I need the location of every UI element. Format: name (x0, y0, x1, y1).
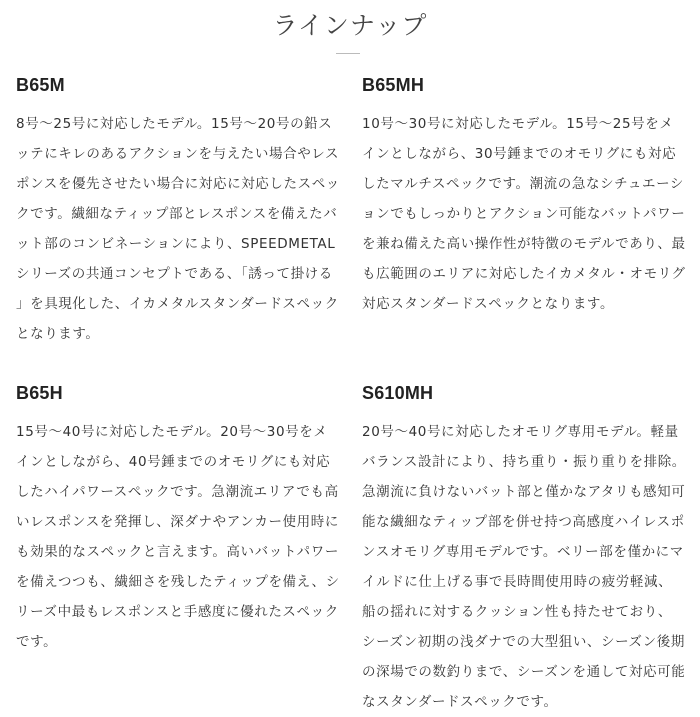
model-description: 8号～25号に対応したモデル。15号～20号の鉛スッテにキレのあるアクションを与えたい場合やレスポンスを優先させたい場合に対応に対応したスペックです。繊細なティップ部とレスポンスを備えたバット部のコンビネーションにより、SPEEDMETALシリーズの共通コンセプトである、「誘って掛ける」を具現化した、イカメタルスタンダードスペックとなります。 (16, 116, 340, 342)
model-description: 15号～40号に対応したモデル。20号～30号をメインとしながら、40号錘までのオモリグにも対応したハイパワースペックです。急潮流エリアでも高いレスポンスを発揮し、深ダナやアンカー使用時にも効果的なスペックと言えます。高いバットパワーを備えつつも、繊細さを残したティップを備え、シリーズ中最もレスポンスと手感度に優れたスペックです。 (16, 424, 340, 650)
title-divider (336, 53, 360, 54)
page-title: ラインナップ (272, 11, 428, 40)
model-name: B65H (16, 383, 63, 403)
model-name: B65MH (362, 75, 425, 95)
model-name: S610MH (362, 383, 434, 403)
lineup-card-s610mh (362, 381, 686, 717)
lineup-card-b65m (16, 73, 340, 349)
model-description: 20号～40号に対応したオモリグ専用モデル。軽量バランス設計により、持ち重り・振り重りを排除。急潮流に負けないバット部と僅かなアタリも感知可能な繊細なティップ部を併せ持つ高感度ハイレスポンスオモリグ専用モデルです。ベリー部を僅かにマイルドに仕上げる事で長時間使用時の疲労軽減、船の揺れに対するクッション性も持たせており、シーズン初期の浅ダナでの大型狙い、シーズン後期の深場での数釣りまで、シーズンを通して対応可能なスタンダードスペックです。 (362, 424, 686, 710)
lineup-card-b65h (16, 381, 340, 657)
model-description: 10号～30号に対応したモデル。15号～25号をメインとしながら、30号錘までのオモリグにも対応したマルチスペックです。潮流の急なシチュエーションでもしっかりとアクション可能なバットパワーを兼ね備えた高い操作性が特徴のモデルであり、最も広範囲のエリアに対応したイカメタル・オモリグ対応スタンダードスペックとなります。 (362, 116, 686, 312)
lineup-card-b65mh (362, 73, 686, 319)
model-name: B65M (16, 75, 65, 95)
